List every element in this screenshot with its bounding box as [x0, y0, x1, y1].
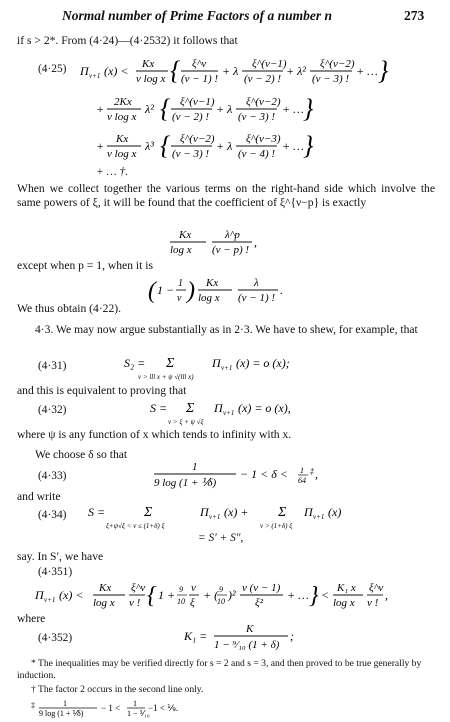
svg-text:+ λ: + λ [222, 64, 239, 78]
svg-text:ν+1: ν+1 [209, 513, 221, 521]
svg-text:ν log x: ν log x [136, 73, 166, 85]
svg-text:+ λ: + λ [216, 139, 233, 153]
svg-text:{: { [147, 583, 157, 609]
eq-4-33-number: (4·33) [38, 470, 67, 482]
svg-text:(ν − 3) !: (ν − 3) ! [312, 73, 350, 85]
svg-text:λ^p: λ^p [225, 229, 240, 241]
eq-4-34-number: (4·34) [38, 509, 67, 521]
svg-text:}: } [309, 583, 319, 609]
svg-text:+ λ: + λ [216, 102, 233, 116]
footnote-double-dagger-svg [31, 698, 231, 718]
svg-text:Π: Π [80, 64, 89, 78]
svg-text:Kx: Kx [206, 277, 219, 289]
svg-text:64: 64 [298, 476, 306, 485]
eq-4-34-line2: = S′ + S″, [198, 532, 244, 544]
svg-text:Π: Π [35, 588, 44, 602]
svg-text:(ν − 1) !: (ν − 1) ! [181, 73, 219, 85]
footnote-star: * The inequalities may be verified directly for s = 2 and s = 3, and then proved to be true generally by induction. [17, 658, 422, 681]
eq-4-25-line2-svg [96, 93, 426, 125]
svg-text:9 log (1 + ⅟δ): 9 log (1 + ⅟δ) [39, 709, 84, 718]
svg-text:,: , [385, 588, 388, 602]
eq-4-32-svg [150, 394, 350, 428]
eq-4-25-number: (4·25) [38, 63, 67, 75]
svg-text:ν !: ν ! [129, 597, 141, 609]
svg-text:)²: )² [228, 588, 236, 602]
footnote-double-dagger [31, 698, 231, 722]
svg-text:‡: ‡ [31, 701, 35, 710]
svg-text:+ …: + … [282, 102, 304, 116]
svg-text:Kx: Kx [179, 229, 192, 241]
eq-4-352-svg [184, 620, 334, 654]
svg-text:1: 1 [133, 699, 137, 708]
svg-text:1: 1 [300, 466, 304, 475]
svg-text:9 log (1 + ⅟δ): 9 log (1 + ⅟δ) [154, 477, 217, 489]
svg-text:(x) +: (x) + [224, 505, 249, 519]
svg-text:Kx: Kx [142, 58, 155, 70]
svg-text:+ …: + … [356, 64, 378, 78]
svg-text:(ν − 3) !: (ν − 3) ! [238, 111, 276, 123]
svg-text:Π: Π [212, 356, 221, 370]
svg-text:2Kx: 2Kx [114, 96, 132, 108]
svg-text:ν+1: ν+1 [89, 72, 101, 80]
svg-text:ν: ν [177, 293, 182, 304]
eq-4-33 [154, 458, 354, 495]
coefficient-display [170, 226, 290, 261]
paragraph-collect: When we collect together the various terms on the right-hand side which involve the same powers of ξ, it will be found that the coefficient of ξ^{ν−p} is exactly [17, 182, 435, 210]
eq-4-31-svg [124, 349, 354, 383]
running-head-title: Normal number of Prime Factors of a number n [62, 8, 333, 23]
svg-text:+: + [96, 102, 105, 116]
svg-text:Σ: Σ [186, 401, 195, 416]
svg-text:}: } [303, 131, 314, 160]
eq-4-25-line2 [96, 93, 426, 128]
svg-text:10: 10 [177, 597, 185, 606]
svg-text:ν > (1+δ) ξ: ν > (1+δ) ξ [260, 522, 293, 530]
svg-text:+: + [96, 139, 105, 153]
svg-text:K: K [246, 623, 254, 635]
section-4-3-paragraph: 4·3. We may now argue substantially as in 2·3. We have to shew, for example, that [35, 323, 418, 336]
svg-text:ξ^(ν−2): ξ^(ν−2) [246, 96, 281, 108]
svg-text:,: , [254, 235, 257, 249]
svg-text:ν > lll x + ψ √(lll x): ν > lll x + ψ √(lll x) [138, 373, 194, 381]
svg-text:S =: S = [150, 401, 168, 415]
svg-text:ν !: ν ! [367, 597, 379, 609]
svg-text:− 1 < δ <: − 1 < δ < [240, 467, 288, 481]
svg-text:}: } [303, 94, 314, 123]
svg-text:S₂ =: S₂ = [124, 356, 146, 370]
svg-text:− 1 <: − 1 < [101, 703, 121, 713]
svg-text:ν > ξ + ψ √ξ: ν > ξ + ψ √ξ [168, 418, 204, 426]
eq-4-34-line1-svg [88, 498, 418, 532]
svg-text:9: 9 [179, 585, 183, 594]
svg-text:‡: ‡ [310, 467, 314, 476]
svg-text:(ν − p) !: (ν − p) ! [212, 244, 250, 256]
svg-text:K₁ =: K₁ = [184, 629, 208, 643]
eq-4-25-line4: + … †. [96, 166, 129, 178]
svg-text:(x): (x) [328, 505, 342, 519]
svg-text:λ²: λ² [145, 102, 154, 116]
svg-text:Σ: Σ [278, 505, 287, 520]
svg-text:ν+1: ν+1 [44, 596, 56, 604]
svg-text:−1 < ⅑.: −1 < ⅑. [148, 703, 179, 713]
svg-text:(x) <: (x) < [59, 588, 84, 602]
svg-text:Π: Π [214, 401, 223, 415]
svg-text:(ν − 2) !: (ν − 2) ! [172, 111, 210, 123]
svg-text:(: ( [148, 278, 156, 304]
svg-text:ν+1: ν+1 [223, 409, 235, 417]
svg-text:(ν − 1) !: (ν − 1) ! [238, 292, 276, 304]
line-where-psi: where ψ is any function of x which tends to infinity with x. [17, 428, 292, 441]
coefficient-svg [170, 226, 290, 258]
svg-text:log x: log x [333, 597, 355, 609]
line-where: where [17, 612, 46, 625]
svg-text:1 − ⁹⁄₁₀ (1 + δ): 1 − ⁹⁄₁₀ (1 + δ) [214, 639, 280, 651]
svg-text:Σ: Σ [166, 356, 175, 371]
svg-text:K₁ x: K₁ x [337, 582, 356, 594]
svg-text:1: 1 [192, 461, 198, 473]
svg-text:10: 10 [217, 597, 225, 606]
line-and-write: and write [17, 490, 61, 503]
eq-4-352-number: (4·352) [38, 632, 73, 644]
svg-text:{: { [160, 94, 171, 123]
svg-text:1: 1 [178, 278, 183, 289]
svg-text:ν+1: ν+1 [313, 513, 325, 521]
svg-text:Σ: Σ [144, 505, 153, 520]
eq-4-31 [124, 349, 354, 386]
svg-text:ν: ν [191, 582, 196, 594]
eq-4-32 [150, 394, 350, 431]
svg-text:(x) = o (x),: (x) = o (x), [238, 401, 291, 415]
svg-text:{: { [170, 56, 181, 85]
svg-text:1: 1 [63, 699, 67, 708]
line-obtain: We thus obtain (4·22). [17, 302, 122, 315]
eq-4-33-svg [154, 458, 354, 492]
page-number: 273 [404, 8, 425, 23]
svg-text:S =: S = [88, 505, 106, 519]
coefficient-p1-display [148, 274, 308, 309]
svg-text:}: } [378, 56, 389, 85]
svg-text:;: ; [290, 629, 294, 643]
eq-4-25-line3 [96, 130, 426, 165]
line-choose: We choose δ so that [35, 448, 128, 461]
svg-text:λ: λ [254, 277, 259, 289]
svg-text:ξ^(ν−3): ξ^(ν−3) [246, 133, 281, 145]
svg-text:Kx: Kx [99, 582, 112, 594]
svg-text:1 −: 1 − [157, 283, 175, 297]
line-equivalent: and this is equivalent to proving that [17, 384, 187, 397]
coefficient-p1-svg [148, 274, 308, 306]
svg-text:ξ^(ν−2): ξ^(ν−2) [180, 133, 215, 145]
svg-text:ν (ν − 1): ν (ν − 1) [242, 582, 281, 594]
eq-4-34-line1 [88, 498, 418, 535]
eq-4-25-line1-svg [80, 55, 440, 87]
svg-text:(ν − 4) !: (ν − 4) ! [238, 148, 276, 160]
svg-text:ξ^ν: ξ^ν [192, 58, 207, 70]
svg-text:ν+1: ν+1 [221, 364, 233, 372]
svg-text:1 +: 1 + [158, 588, 176, 602]
svg-text:{: { [160, 131, 171, 160]
svg-text:1 − ⅟₁₀: 1 − ⅟₁₀ [127, 709, 150, 718]
svg-text:ξ^(ν−1): ξ^(ν−1) [180, 96, 215, 108]
eq-4-351 [17, 579, 437, 616]
svg-text:log x: log x [198, 292, 220, 304]
svg-text:+ …: + … [287, 588, 309, 602]
svg-text:ξ+ψ√ξ < ν ≤ (1+δ) ξ: ξ+ψ√ξ < ν ≤ (1+δ) ξ [106, 522, 165, 530]
svg-text:+ (: + ( [203, 588, 219, 602]
svg-text:ξ^(ν−2): ξ^(ν−2) [320, 58, 355, 70]
svg-text:Π: Π [304, 505, 313, 519]
eq-4-351-number: (4·351) [38, 566, 73, 578]
eq-4-25-line3-svg [96, 130, 426, 162]
line-say: say. In S′, we have [17, 550, 104, 563]
svg-text:(x) = o (x);: (x) = o (x); [236, 356, 290, 370]
svg-text:,: , [315, 467, 318, 481]
svg-text:+ λ²: + λ² [286, 64, 306, 78]
svg-text:log x: log x [170, 244, 192, 256]
svg-text:+ …: + … [282, 139, 304, 153]
svg-text:log x: log x [93, 597, 115, 609]
svg-text:Π: Π [200, 505, 209, 519]
eq-4-31-number: (4·31) [38, 360, 67, 372]
svg-text:(x) <: (x) < [104, 64, 129, 78]
line-except: except when p = 1, when it is [17, 259, 153, 272]
svg-text:9: 9 [219, 585, 223, 594]
svg-text:ξ^(ν−1): ξ^(ν−1) [252, 58, 287, 70]
svg-text:Kx: Kx [116, 133, 129, 145]
eq-4-32-number: (4·32) [38, 404, 67, 416]
eq-4-25-line1 [80, 55, 440, 90]
eq-4-352 [184, 620, 334, 657]
svg-text:ξ^ν: ξ^ν [131, 582, 146, 594]
svg-text:): ) [187, 278, 195, 304]
svg-text:ξ^ν: ξ^ν [369, 582, 384, 594]
svg-text:ξ²: ξ² [255, 597, 264, 609]
svg-text:.: . [280, 283, 283, 297]
svg-text:λ³: λ³ [145, 139, 154, 153]
svg-text:ν log x: ν log x [107, 111, 137, 123]
svg-text:(ν − 3) !: (ν − 3) ! [172, 148, 210, 160]
footnote-dagger: † The factor 2 occurs in the second line only. [31, 684, 204, 695]
svg-text:ξ: ξ [190, 597, 195, 609]
svg-text:ν log x: ν log x [107, 148, 137, 160]
svg-text:(ν − 2) !: (ν − 2) ! [244, 73, 282, 85]
eq-4-351-svg [17, 579, 437, 613]
svg-text:<: < [321, 588, 330, 602]
line-intro: if s > 2*. From (4·24)—(4·2532) it follows that [17, 34, 238, 47]
